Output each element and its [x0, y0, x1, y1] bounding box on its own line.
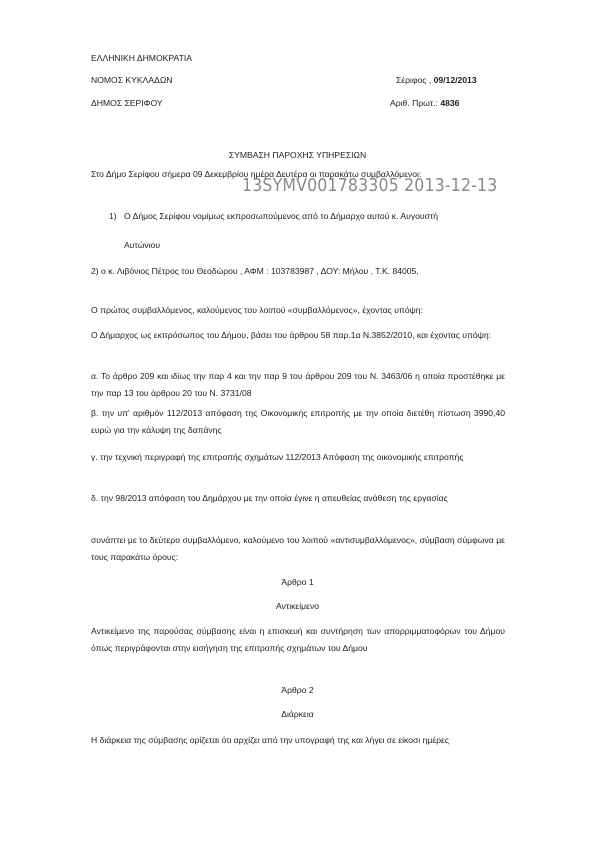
mayor-note: Ο Δήμαρχος ως εκπρόσωπος του Δήμου, βάσει του άρθρου 58 παρ.1α Ν.3852/2010, και έχοντας υπόψη:	[91, 330, 491, 340]
header-country: ΕΛΛΗΝΙΚΗ ΔΗΜΟΚΡΑΤΙΑ	[91, 53, 192, 63]
article1-heading: Άρθρο 1	[281, 577, 314, 587]
item-d: δ. την 98/2013 απόφαση του Δημάρχου με την οποία έγινε η απευθείας ανάθεση της εργασίας	[91, 493, 448, 503]
party2-paragraph: 2) ο κ. Λιβόνιος Πέτρος του Θεοδώρου , ΑΦΜ : 103783987 , ΔΟΥ: Μήλου , Τ.Κ. 84005,	[91, 266, 419, 276]
item-c: γ. την τεχνική περιγραφή της επιτροπής σχημάτων 112/2013 Απόφαση της οικονομικής επιτροπής	[91, 452, 464, 462]
protocol-number: 4836	[440, 98, 460, 108]
protocol	[390, 97, 459, 109]
place-label: Σέριφος ,	[396, 75, 434, 85]
registry-stamp: 13SYMV001783305 2013-12-13	[242, 176, 498, 196]
agreement-paragraph: συνάπτει με το δεύτερο συμβαλλόμενο, καλούμενο του λοιπού «αντισυμβαλλόμενος», σύμβαση σύμφωνα με τους παρακάτω όρους:	[91, 535, 505, 562]
intro-paragraph: Στο Δήμο Σερίφου σήμερα 09 Δεκεμβρίου ημέρα Δευτέρα οι παρακάτω συμβαλλόμενοι:	[91, 169, 422, 179]
article2-body: Η διάρκεια της σύμβασης ορίζεται ότι αρχίζει από την υπογραφή της και λήγει σε είκοσι ημέρες	[91, 735, 450, 745]
article2-heading: Άρθρο 2	[281, 685, 314, 695]
item-a: α. Το άρθρο 209 και ιδίως την παρ 4 και την παρ 9 του άρθρου 209 του Ν. 3463/06 η οποία προστέθηκε με την παρ 13 του άρθρου 20 του Ν. 3731/08	[91, 371, 505, 398]
header-municipality: ΔΗΜΟΣ ΣΕΡΙΦΟΥ	[91, 98, 163, 108]
party1-number: 1)	[109, 211, 117, 221]
article2-subheading: Διάρκεια	[281, 709, 314, 719]
place-date	[396, 74, 477, 86]
article1-body: Αντικείμενο της παρούσας σύμβασης είναι η επισκευή και συντήρηση των απορριμματοφόρων του Δήμου όπως περιγράφονται στην εισήγηση της επιτροπής σχημάτων του Δήμου	[91, 626, 505, 653]
first-party-note: Ο πρώτος συμβαλλόμενος, καλούμενος του λοιπού «συμβαλλόμενος», έχοντας υπόψη:	[91, 305, 423, 315]
party1-line2: Αυτώνιου	[124, 240, 161, 250]
party1-line1: Ο Δήμος Σερίφου νομίμως εκπροσωπούμενος από το Δήμαρχο αυτού κ. Αυγουστή	[124, 211, 439, 221]
document-title: ΣΥΜΒΑΣΗ ΠΑΡΟΧΗΣ ΥΠΗΡΕΣΙΩΝ	[228, 150, 367, 160]
header-prefecture: ΝΟΜΟΣ ΚΥΚΛΑΔΩΝ	[91, 75, 173, 85]
protocol-label: Αριθ. Πρωτ.:	[390, 98, 441, 108]
article1-subheading: Αντικείμενο	[275, 601, 320, 611]
document-date: 09/12/2013	[433, 75, 477, 85]
item-b: β. την υπ' αριθμόν 112/2013 απόφαση της Οικονομικής επιτροπής με την οποία διετέθη πίστωση 3990,40 ευρώ για την κάλυψη της δαπάνης	[91, 408, 505, 435]
